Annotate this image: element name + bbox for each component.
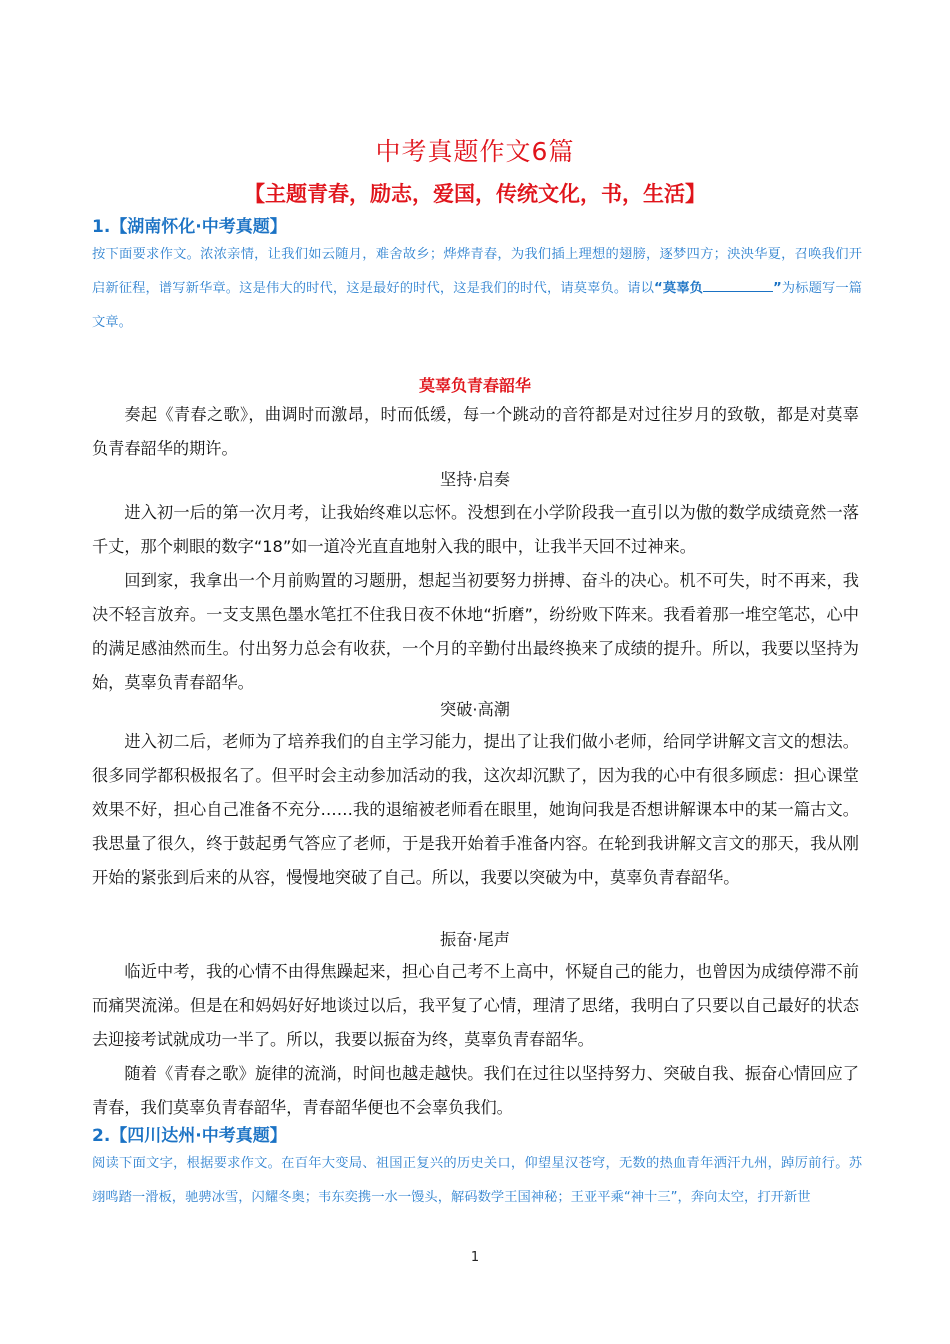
- question-1-title-open: “莫辜负: [654, 281, 703, 296]
- document-title: 中考真题作文6篇: [375, 137, 575, 166]
- section-3-title: 振奋·尾声: [440, 930, 510, 949]
- question-1-prompt: [92, 238, 862, 340]
- essay-paragraph: 随着《青春之歌》旋律的流淌，时间也越走越快。我们在过往以坚持努力、突破自我、振奋心情回应了青春，我们莫辜负青春韶华，青春韶华便也不会辜负我们。: [92, 1064, 859, 1117]
- question-2-prompt: [92, 1147, 862, 1215]
- section-1-body: [92, 496, 859, 700]
- essay-paragraph: 奏起《青春之歌》，曲调时而激昂，时而低缓，每一个跳动的音符都是对过往岁月的致敬，都是对莫辜负青春韶华的期许。: [92, 405, 859, 458]
- section-2-title: 突破·高潮: [440, 700, 510, 719]
- essay-paragraph: 进入初一后的第一次月考，让我始终难以忘怀。没想到在小学阶段我一直引以为傲的数学成绩竟然一落千丈，那个刺眼的数字“18”如一道冷光直直地射入我的眼中，让我半天回不过神来。: [92, 503, 859, 556]
- page-number: 1: [470, 1250, 480, 1265]
- question-2-prompt-text: 阅读下面文字，根据要求作文。在百年大变局、祖国正复兴的历史关口，仰望星汉苍穹，无数的热血青年洒汗九州，踔厉前行。苏翊鸣踏一滑板，驰骋冰雪，闪耀冬奥；韦东奕携一水一馒头，解码数学王国神秘；王亚平乘“神十三”，奔向太空，打开新世: [92, 1156, 862, 1205]
- question-1-prompt-text: 按下面要求作文。浓浓亲情，让我们如云随月，难舍故乡；烨烨青春，为我们插上理想的翅膀，逐梦四方；泱泱华夏，召唤我们开启新征程，谱写新华章。这是伟大的时代，这是最好的时代，这是我们的时代，请莫辜负。请以: [92, 247, 862, 296]
- section-2-body: [92, 725, 859, 895]
- question-2-heading: 2.【四川达州·中考真题】: [92, 1126, 287, 1146]
- section-1-title: 坚持·启奏: [440, 470, 510, 489]
- question-1-title-close: ”: [772, 281, 782, 296]
- essay-paragraph: 进入初二后，老师为了培养我们的自主学习能力，提出了让我们做小老师，给同学讲解文言文的想法。很多同学都积极报名了。但平时会主动参加活动的我，这次却沉默了，因为我的心中有很多顾虑：担心课堂效果不好，担心自己准备不充分……我的退缩被老师看在眼里，她询问我是否想讲解课本中的某一篇古文。我思量了很久，终于鼓起勇气答应了老师，于是我开始着手准备内容。在轮到我讲解文言文的那天，我从刚开始的紧张到后来的从容，慢慢地突破了自己。所以，我要以突破为中，莫辜负青春韶华。: [92, 732, 859, 887]
- essay-paragraph: 回到家，我拿出一个月前购置的习题册，想起当初要努力拼搏、奋斗的决心。机不可失，时不再来，我决不轻言放弃。一支支黑色墨水笔扛不住我日夜不休地“折磨”，纷纷败下阵来。我看着那一堆空笔芯，心中的满足感油然而生。付出努力总会有收获，一个月的辛勤付出最终换来了成绩的提升。所以，我要以坚持为始，莫辜负青春韶华。: [92, 571, 859, 692]
- section-3-body: [92, 955, 859, 1125]
- document-subtitle: 【主题青春，励志，爱国，传统文化，书，生活】: [244, 182, 706, 206]
- essay-paragraph: 临近中考，我的心情不由得焦躁起来，担心自己考不上高中，怀疑自己的能力，也曾因为成绩停滞不前而痛哭流涕。但是在和妈妈好好地谈过以后，我平复了心情，理清了思绪，我明白了只要以自己最好的状态去迎接考试就成功一半了。所以，我要以振奋为终，莫辜负青春韶华。: [92, 962, 859, 1049]
- question-1-heading: 1.【湖南怀化·中考真题】: [92, 217, 287, 237]
- essay-title: 莫辜负青春韶华: [418, 376, 531, 395]
- essay-intro: [92, 398, 859, 466]
- question-1-prompt-tail: 为标题写一篇文章。: [92, 281, 863, 330]
- question-1-title-blank: [703, 279, 773, 292]
